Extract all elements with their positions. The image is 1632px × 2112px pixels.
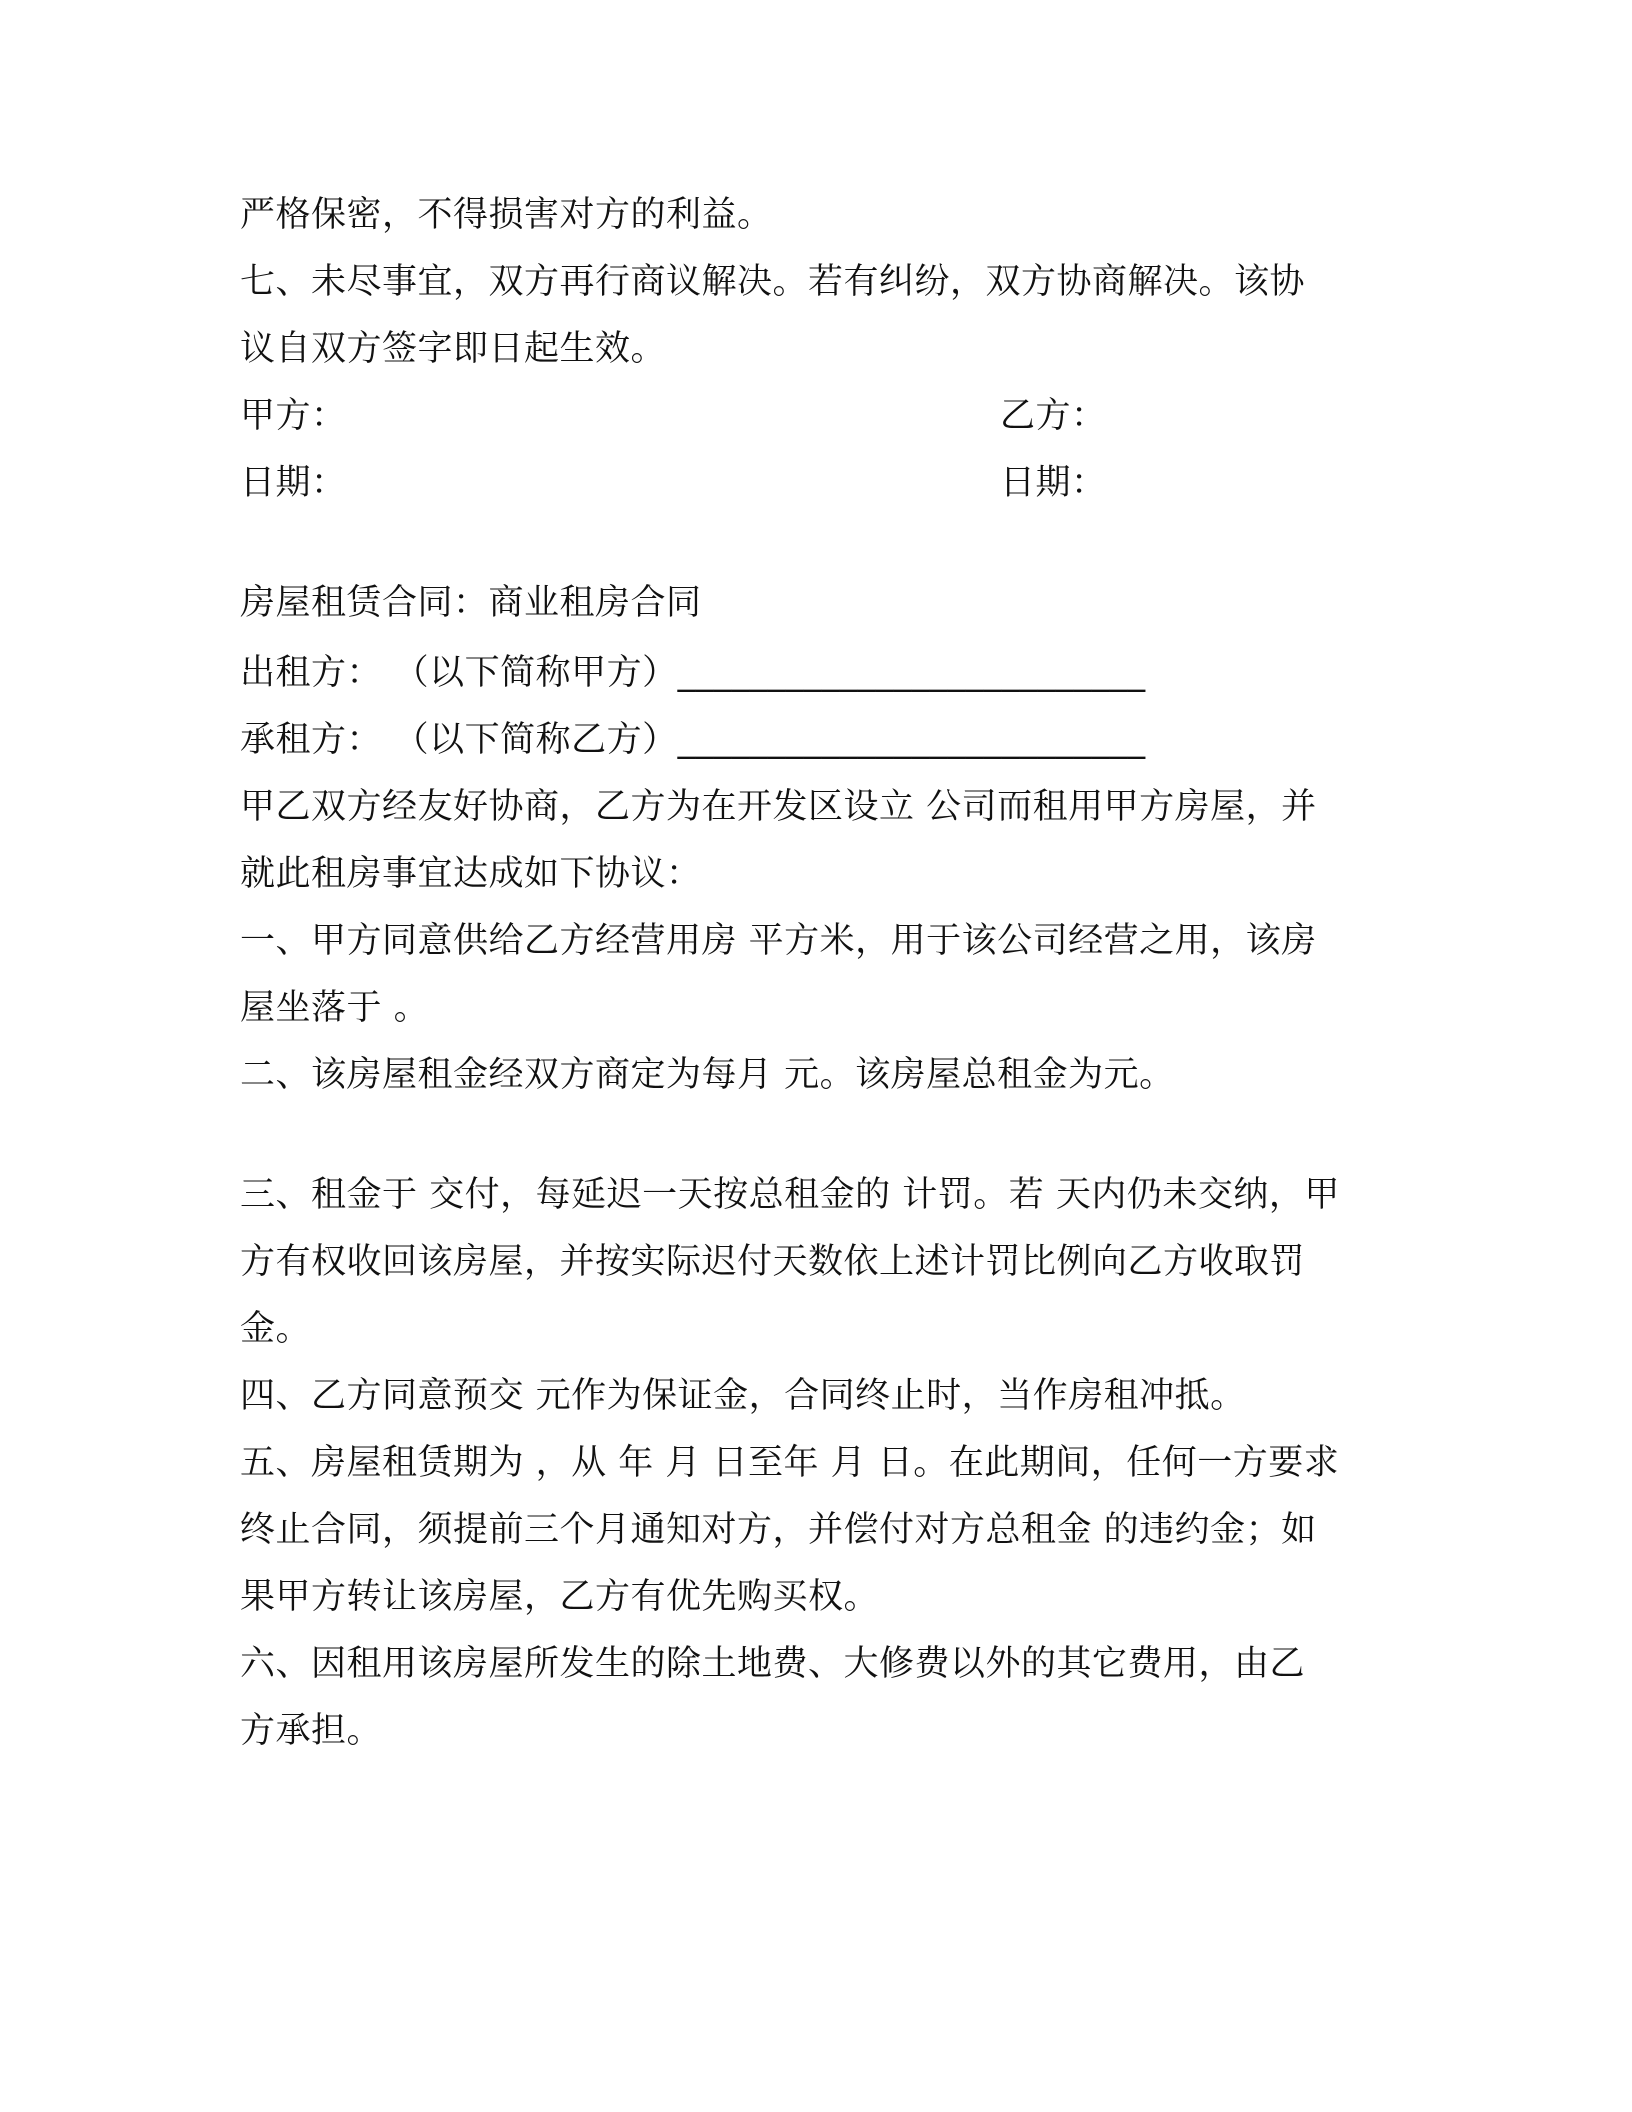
clause-3-line-3: 金。 (240, 1309, 312, 1349)
clause-3-line-1: 三、租金于 交付，每延迟一天按总租金的 计罚。若 天内仍未交纳，甲 (240, 1175, 1340, 1215)
clause-7-line-1: 七、未尽事宜，双方再行商议解决。若有纠纷，双方协商解决。该协 (240, 262, 1306, 302)
clause-1-line-2: 屋坐落于 。 (240, 988, 430, 1028)
party-b-date-label: 日期： (1000, 463, 1107, 503)
preamble-line-2: 就此租房事宜达成如下协议： (240, 854, 702, 894)
party-a-signature-label: 甲方： (240, 396, 347, 436)
clause-1-line-1: 一、甲方同意供给乙方经营用房 平方米，用于该公司经营之用，该房 (240, 921, 1317, 961)
clause-6-line-1: 六、因租用该房屋所发生的除土地费、大修费以外的其它费用，由乙 (240, 1644, 1306, 1684)
clause-7-line-2: 议自双方签字即日起生效。 (240, 329, 667, 369)
party-a-date-label: 日期： (240, 463, 347, 503)
clause-5-line-1: 五、房屋租赁期为 ，从 年 月 日至年 月 日。在此期间，任何一方要求 (240, 1443, 1340, 1483)
text-line: 严格保密，不得损害对方的利益。 (240, 195, 773, 235)
lessee-line: 承租方： （以下简称乙方）__________________________ (240, 720, 1146, 760)
party-b-signature-label: 乙方： (1000, 396, 1107, 436)
clause-5-line-3: 果甲方转让该房屋，乙方有优先购买权。 (240, 1577, 880, 1617)
clause-4-line: 四、乙方同意预交 元作为保证金，合同终止时，当作房租冲抵。 (240, 1376, 1246, 1416)
contract-title: 房屋租赁合同：商业租房合同 (240, 583, 702, 623)
clause-3-line-2: 方有权收回该房屋，并按实际迟付天数依上述计罚比例向乙方收取罚 (240, 1242, 1306, 1282)
preamble-line-1: 甲乙双方经友好协商，乙方为在开发区设立 公司而租用甲方房屋，并 (240, 787, 1317, 827)
clause-2-line: 二、该房屋租金经双方商定为每月 元。该房屋总租金为元。 (240, 1055, 1175, 1095)
lessor-line: 出租方： （以下简称甲方）__________________________ (240, 653, 1146, 693)
clause-6-line-2: 方承担。 (240, 1711, 383, 1751)
clause-5-line-2: 终止合同，须提前三个月通知对方，并偿付对方总租金 的违约金；如 (240, 1510, 1317, 1550)
